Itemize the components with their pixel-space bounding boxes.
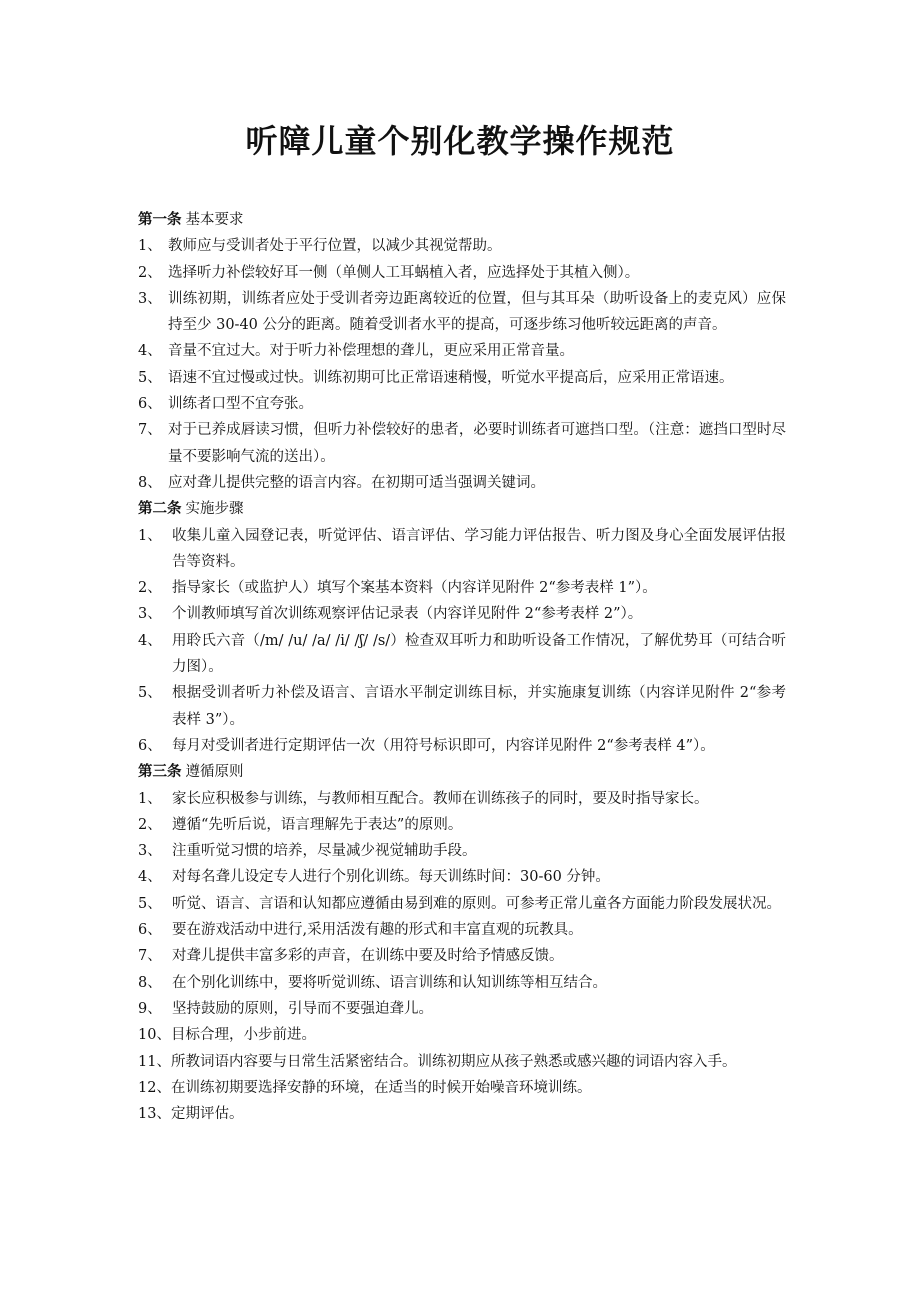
item-text: 训练者口型不宜夸张。 <box>168 396 313 413</box>
list-item <box>138 338 786 364</box>
item-number: 6、 <box>138 737 162 754</box>
item-text: 个训教师填写首次训练观察评估记录表（内容详见附件 2“参考表样 2”）。 <box>172 606 643 623</box>
item-number: 4、 <box>138 869 162 886</box>
list-item <box>138 838 786 864</box>
list-item <box>138 470 786 496</box>
list-item <box>138 365 786 391</box>
item-number: 4、 <box>138 632 162 649</box>
item-number: 4、 <box>138 343 162 360</box>
item-number: 6、 <box>138 922 162 939</box>
item-number: 8、 <box>138 974 162 991</box>
item-number: 6、 <box>138 396 162 413</box>
item-number: 1、 <box>138 238 162 255</box>
list-item <box>138 943 786 969</box>
item-text: 教师应与受训者处于平行位置，以减少其视觉帮助。 <box>168 238 502 255</box>
item-text: 听觉、语言、言语和认知都应遵循由易到难的原则。可参考正常儿童各方面能力阶段发展状况。 <box>172 895 781 912</box>
item-text: 用聆氏六音（/m/ /u/ /a/ /i/ /ʃ/ /s/）检查双耳听力和助听设备工作情况，了解优势耳（可结合听力图）。 <box>172 632 786 676</box>
item-number: 10、 <box>138 1027 171 1044</box>
list-item <box>138 1075 786 1101</box>
list-item <box>138 417 786 470</box>
item-number: 13、 <box>138 1106 171 1123</box>
item-text: 对聋儿提供丰富多彩的声音，在训练中要及时给予情感反馈。 <box>172 948 564 965</box>
list-item <box>138 812 786 838</box>
item-number: 5、 <box>138 369 162 386</box>
list-item <box>138 523 786 576</box>
list-item <box>138 864 786 890</box>
article-title: 遵循原则 <box>185 764 244 781</box>
list-item <box>138 391 786 417</box>
item-number: 3、 <box>138 843 162 860</box>
list-item <box>138 1101 786 1127</box>
item-text: 应对聋儿提供完整的语言内容。在初期可适当强调关键词。 <box>168 474 545 491</box>
item-number: 9、 <box>138 1000 162 1017</box>
item-number: 12、 <box>138 1079 171 1096</box>
article-title: 实施步骤 <box>185 501 244 518</box>
item-text: 对于已养成唇读习惯，但听力补偿较好的患者，必要时训练者可遮挡口型。（注意：遮挡口型时尽量不要影响气流的送出）。 <box>168 422 786 465</box>
item-text: 收集儿童入园登记表，听觉评估、语言评估、学习能力评估报告、听力图及身心全面发展评估报告等资料。 <box>172 527 786 570</box>
section-heading <box>138 759 786 785</box>
item-text: 训练初期，训练者应处于受训者旁边距离较近的位置，但与其耳朵（助听设备上的麦克风）应保持至少 30-40 公分的距离。随着受训者水平的提高，可逐步练习他听较远距离的声音。 <box>168 290 786 334</box>
list-item <box>138 233 786 259</box>
item-number: 3、 <box>138 606 162 623</box>
list-item <box>138 917 786 943</box>
item-text: 定期评估。 <box>170 1106 244 1123</box>
item-text: 选择听力补偿较好耳一侧（单侧人工耳蜗植入者，应选择处于其植入侧）。 <box>168 264 640 281</box>
item-text: 在个别化训练中，要将听觉训练、语言训练和认知训练等相互结合。 <box>172 974 607 991</box>
list-item <box>138 970 786 996</box>
item-text: 坚持鼓励的原则，引导而不要强迫聋儿。 <box>172 1000 433 1017</box>
item-text: 注重听觉习惯的培养，尽量减少视觉辅助手段。 <box>172 843 477 860</box>
list-item <box>138 680 786 733</box>
list-item <box>138 286 786 339</box>
list-item <box>138 733 786 759</box>
list-item <box>138 1049 786 1075</box>
item-number: 5、 <box>138 685 162 702</box>
list-item <box>138 260 786 286</box>
item-number: 1、 <box>138 527 162 544</box>
list-item <box>138 1022 786 1048</box>
article-number: 第三条 <box>138 763 182 781</box>
section-heading <box>138 207 786 233</box>
item-text: 语速不宜过慢或过快。训练初期可比正常语速稍慢，听觉水平提高后，应采用正常语速。 <box>168 369 734 386</box>
item-number: 3、 <box>138 290 162 307</box>
item-text: 目标合理，小步前进。 <box>170 1027 316 1044</box>
item-number: 2、 <box>138 580 162 597</box>
item-text: 要在游戏活动中进行,采用活泼有趣的形式和丰富直观的玩教具。 <box>172 922 583 939</box>
item-text: 指导家长（或监护人）填写个案基本资料（内容详见附件 2“参考表样 1”）。 <box>172 580 657 597</box>
article-title: 基本要求 <box>185 212 244 228</box>
item-number: 2、 <box>138 264 162 281</box>
list-item <box>138 786 786 812</box>
section-heading <box>138 496 786 522</box>
item-text: 音量不宜过大。对于听力补偿理想的聋儿，更应采用正常音量。 <box>168 343 574 360</box>
item-text: 遵循“先听后说，语言理解先于表达”的原则。 <box>172 816 463 833</box>
item-text: 每月对受训者进行定期评估一次（用符号标识即可，内容详见附件 2“参考表样 4”）。 <box>172 737 715 754</box>
list-item <box>138 891 786 917</box>
item-number: 8、 <box>138 474 162 491</box>
list-item <box>138 996 786 1022</box>
article-number: 第一条 <box>138 211 182 228</box>
document-body <box>138 207 786 1127</box>
item-text: 所教词语内容要与日常生活紧密结合。训练初期应从孩子熟悉或感兴趣的词语内容入手。 <box>170 1053 737 1070</box>
section-implementation-steps <box>138 496 786 759</box>
list-item <box>138 628 786 681</box>
item-text: 家长应积极参与训练，与教师相互配合。教师在训练孩子的同时，要及时指导家长。 <box>172 790 709 807</box>
item-number: 7、 <box>138 948 162 965</box>
list-item <box>138 601 786 627</box>
item-text: 在训练初期要选择安静的环境，在适当的时候开始噪音环境训练。 <box>170 1079 592 1096</box>
section-principles <box>138 759 786 1127</box>
item-number: 11、 <box>138 1053 171 1070</box>
item-number: 2、 <box>138 816 162 833</box>
section-basic-requirements <box>138 207 786 496</box>
item-text: 根据受训者听力补偿及语言、言语水平制定训练目标，并实施康复训练（内容详见附件 2“参考表样 3”）。 <box>172 685 786 728</box>
list-item <box>138 575 786 601</box>
item-number: 1、 <box>138 790 162 807</box>
item-number: 7、 <box>138 422 162 439</box>
item-text: 对每名聋儿设定专人进行个别化训练。每天训练时间：30-60 分钟。 <box>172 869 610 886</box>
item-number: 5、 <box>138 895 162 912</box>
article-number: 第二条 <box>138 500 182 518</box>
document-title: 听障儿童个别化教学操作规范 <box>245 122 675 160</box>
